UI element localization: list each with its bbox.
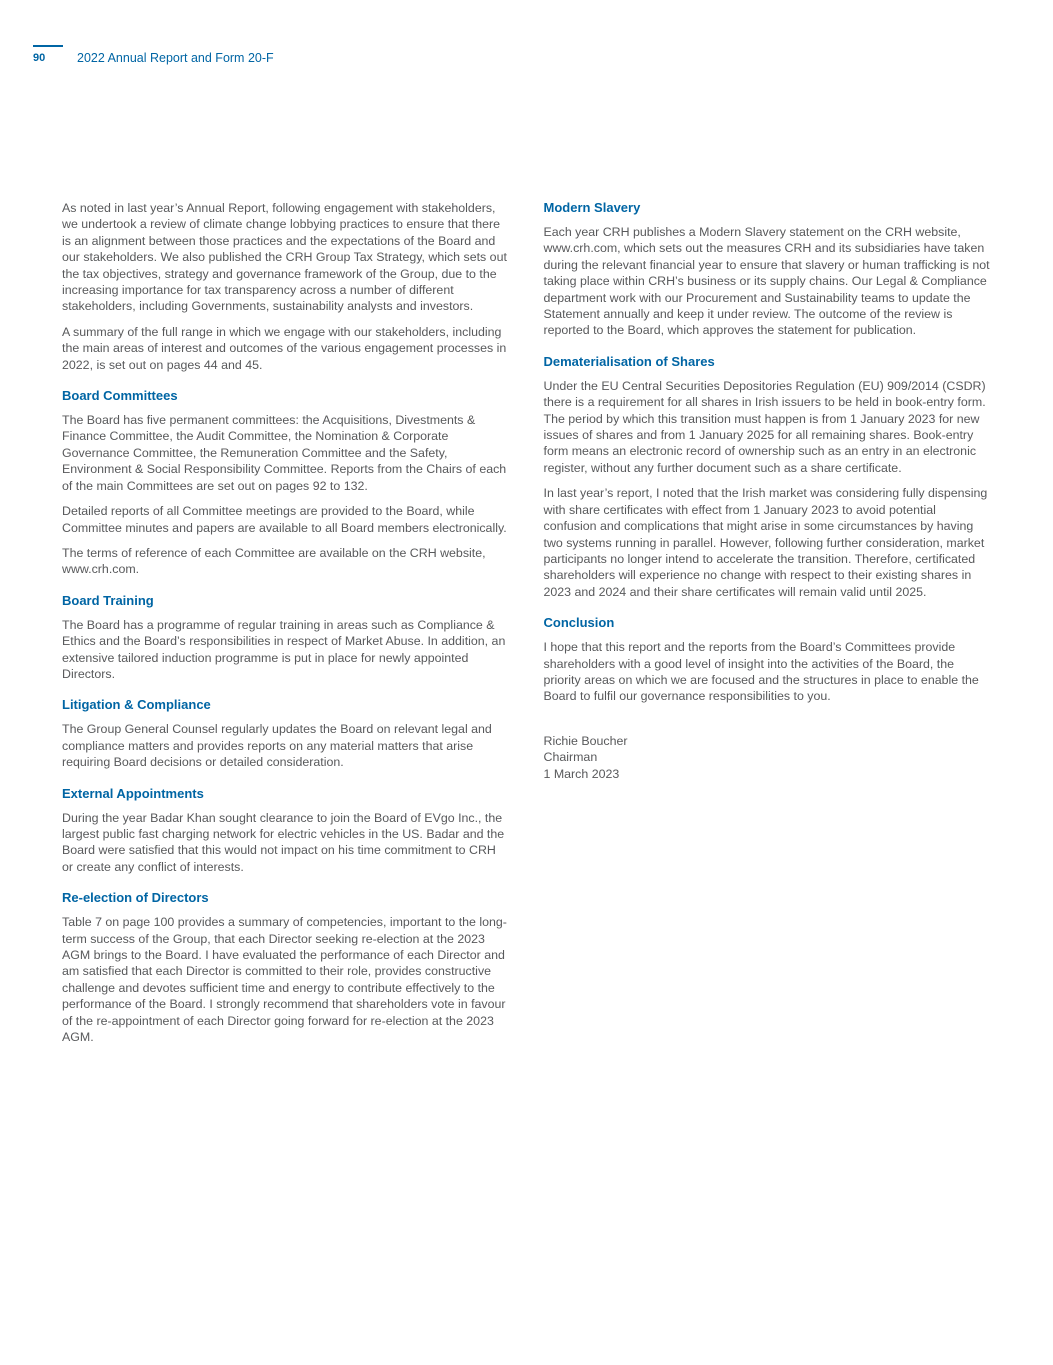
- right-column: [544, 200, 992, 1054]
- signature-name: Richie Boucher: [543, 733, 628, 748]
- paragraph: As noted in last year’s Annual Report, following engagement with stakeholders, we undertook a review of climate change lobbying practices to ensure that there is an alignment between those practices and the expectations of the Board and our stakeholders. We also published the CRH Group Tax Strategy, which sets out the tax objectives, strategy and governance framework of the Group, due to the increasing importance for tax transparency across a number of different stakeholders, including Governments, sustainability analysts and investors.: [62, 201, 507, 314]
- page-number-block: [33, 45, 63, 65]
- right-sections: [544, 200, 992, 705]
- report-title: 2022 Annual Report and Form 20-F: [77, 51, 274, 65]
- left-sections: [62, 200, 510, 1045]
- section-heading: Dematerialisation of Shares: [543, 353, 715, 369]
- signature-date: 1 March 2023: [543, 766, 620, 781]
- paragraph: Under the EU Central Securities Depositories Regulation (EU) 909/2014 (CSDR) there is a requirement for all shares in Irish issuers to be held in book-entry form. The period by which this transition must happen is from 1 January 2023 for new issues of shares and from 1 January 2025 for all remaining shares. Book-entry form means an electronic record of ownership such as an entry in an electronic register, without any further document such as a share certificate.: [543, 378, 986, 475]
- paragraph: Table 7 on page 100 provides a summary of competencies, important to the long-term success of the Group, that each Director seeking re-election at the 2023 AGM brings to the Board. I have evaluated the performance of each Director and am satisfied that each Director is committed to their role, provides constructive challenge and devotes sufficient time and energy to contribute effectively to the performance of the Board. I strongly recommend that shareholders vote in favour of the re-appointment of each Director going forward for re-election at the 2023 AGM.: [62, 915, 507, 1045]
- paragraph: The Board has five permanent committees: the Acquisitions, Divestments & Finance Committee, the Audit Committee, the Nomination & Corporate Governance Committee, the Remuneration Committee and the Safety, Environment & Social Responsibility Committee. Reports from the Chairs of each of the main Committees are set out on pages 92 to 132.: [62, 413, 507, 493]
- header-rule: [33, 45, 63, 47]
- paragraph: The terms of reference of each Committee are available on the CRH website, www.crh.com.: [62, 545, 486, 577]
- section-heading: Board Training: [62, 592, 154, 608]
- paragraph: Detailed reports of all Committee meetings are provided to the Board, while Committee minutes and papers are available to all Board members electronically.: [62, 504, 507, 535]
- section-heading: Litigation & Compliance: [62, 697, 211, 713]
- page-number: 90: [33, 52, 46, 64]
- paragraph: The Group General Counsel regularly updates the Board on relevant legal and compliance matters and provides reports on any material matters that arise requiring Board decisions or detailed consideration.: [62, 722, 492, 770]
- paragraph: The Board has a programme of regular training in areas such as Compliance & Ethics and the Board’s responsibilities in respect of Market Abuse. In addition, an extensive tailored induction programme is put in place for newly appointed Directors.: [62, 617, 506, 681]
- signature-block: [544, 733, 992, 782]
- paragraph: Each year CRH publishes a Modern Slavery statement on the CRH website, www.crh.com, which sets out the measures CRH and its subsidiaries have taken during the relevant financial year to ensure that slavery or human trafficking is not taking place within CRH’s business or its supply chains. Our Legal & Compliance department work with our Procurement and Sustainability teams to update the Statement annually and keep it under review. The outcome of the review is reported to the Board, which approves the statement for publication.: [543, 225, 990, 338]
- section-heading: Re-election of Directors: [62, 890, 209, 906]
- paragraph: A summary of the full range in which we engage with our stakeholders, including the main areas of interest and outcomes of the various engagement processes in 2022, is set out on pages 44 and 45.: [62, 324, 507, 372]
- section-heading: Modern Slavery: [543, 200, 641, 215]
- paragraph: In last year’s report, I noted that the Irish market was considering fully dispensing with share certificates with effect from 1 January 2023 to avoid potential confusion and complications that might arise in some circumstances by having two systems running in parallel. However, following further consideration, market participants no longer intend to accelerate the transition. Therefore, certificated shareholders will experience no change with respect to their existing shares in 2023 and 2024 and their share certificates will remain valid until 2025.: [543, 486, 988, 599]
- paragraph: I hope that this report and the reports from the Board’s Committees provide shareholders with a good level of insight into the activities of the Board, the priority areas on which we are focused and the structures in place to enable the Board to fulfil our governance responsibilities to you.: [543, 640, 979, 704]
- section-heading: External Appointments: [62, 785, 204, 801]
- page-content: [62, 200, 991, 1054]
- page-header: [33, 45, 274, 65]
- section-heading: Board Committees: [62, 388, 178, 404]
- paragraph: During the year Badar Khan sought clearance to join the Board of EVgo Inc., the largest public fast charging network for electric vehicles in the US. Badar and the Board were satisfied that this would not impact on his time commitment to CRH or create any conflict of interests.: [62, 810, 505, 874]
- section-heading: Conclusion: [543, 615, 615, 631]
- left-column: [62, 200, 510, 1054]
- signature-role: Chairman: [543, 750, 598, 765]
